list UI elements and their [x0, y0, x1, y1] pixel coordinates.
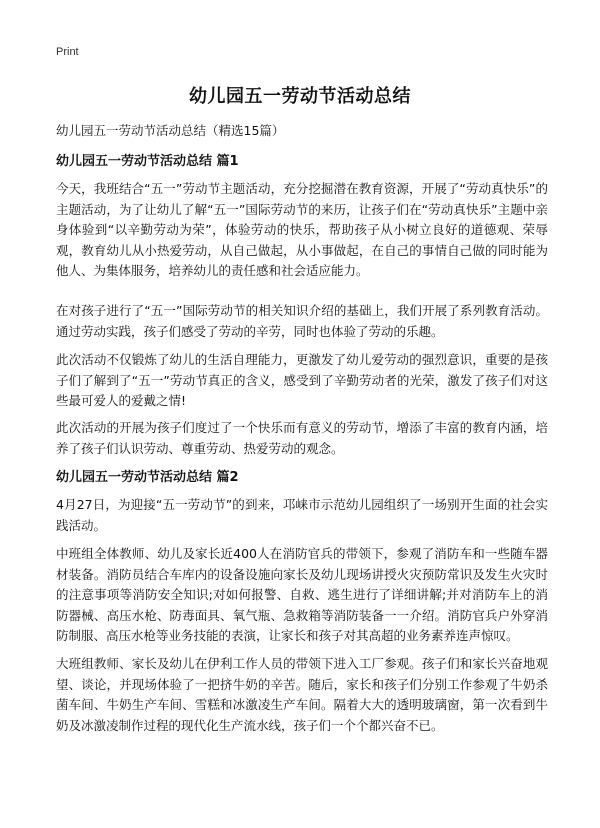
section-heading-1: 幼儿园五一劳动节活动总结 篇1: [56, 154, 239, 169]
section2-paragraph-2: 中班组全体教师、幼儿及家长近400人在消防官兵的带领下，参观了消防车和一些随车器材装备。消防员结合车库内的设备设施向家长及幼儿现场讲授火灾预防常识及发生火灾时的注意事项等消防安全知识;对如何报警、自救、逃生进行了详细讲解;并对消防车上的消防器械、高压水枪、防毒面具、氧气瓶、急救箱等消防装备一一介绍。消防官兵户外穿消防制服、高压水枪等业务技能的表演，让家长和孩子对其高超的业务素养连声惊叹。: [56, 546, 548, 643]
section2-paragraph-1: 4月27日，为迎接“五一劳动节”的到来，邛崃市示范幼儿园组织了一场别开生面的社会实践活动。: [56, 497, 548, 533]
section1-paragraph-2: 在对孩子进行了“五一”国际劳动节的相关知识介绍的基础上，我们开展了系列教育活动。通过劳动实践，孩子们感受了劳动的辛劳，同时也体验了劳动的乐趣。: [56, 303, 548, 339]
page-title: 幼儿园五一劳动节活动总结: [189, 86, 411, 107]
section1-paragraph-4: 此次活动的开展为孩子们度过了一个快乐而有意义的劳动节，增添了丰富的教育内涵，培养了孩子们认识劳动、尊重劳动、热爱劳动的观念。: [56, 420, 548, 456]
section1-paragraph-3: 此次活动不仅锻炼了幼儿的生活自理能力，更激发了幼儿爱劳动的强烈意识，重要的是孩子们了解到了“五一”劳动节真正的含义，感受到了辛勤劳动者的光荣，激发了孩子们对这些最可爱人的爱戴之情!: [56, 352, 548, 408]
print-link[interactable]: Print: [56, 46, 79, 58]
section2-paragraph-3: 大班组教师、家长及幼儿在伊利工作人员的带领下进入工厂参观。孩子们和家长兴奋地观望、谈论，并现场体验了一把挤牛奶的辛苦。随后，家长和孩子们分别工作参观了牛奶杀菌车间、牛奶生产车间、雪糕和冰激凌生产车间。隔着大大的透明玻璃窗，第一次看到牛奶及冰激凌制作过程的现代化生产流水线，孩子们一个个都兴奋不已。: [56, 656, 548, 733]
section-heading-2: 幼儿园五一劳动节活动总结 篇2: [56, 470, 239, 485]
document-subtitle: 幼儿园五一劳动节活动总结（精选15篇）: [56, 123, 285, 138]
section1-paragraph-1: 今天，我班结合“五一”劳动节主题活动，充分挖掘潜在教育资源，开展了“劳动真快乐”的主题活动，为了让幼儿了解“五一”国际劳动节的来历，让孩子们在“劳动真快乐”主题中亲身体验到“以辛勤劳动为荣”，体验劳动的快乐，帮助孩子从小树立良好的道德观、荣辱观，教育幼儿从小热爱劳动，从自己做起，从小事做起，在自己的事情自己做的同时能为他人、为集体服务，培养幼儿的责任感和社会适应能力。: [56, 181, 548, 278]
